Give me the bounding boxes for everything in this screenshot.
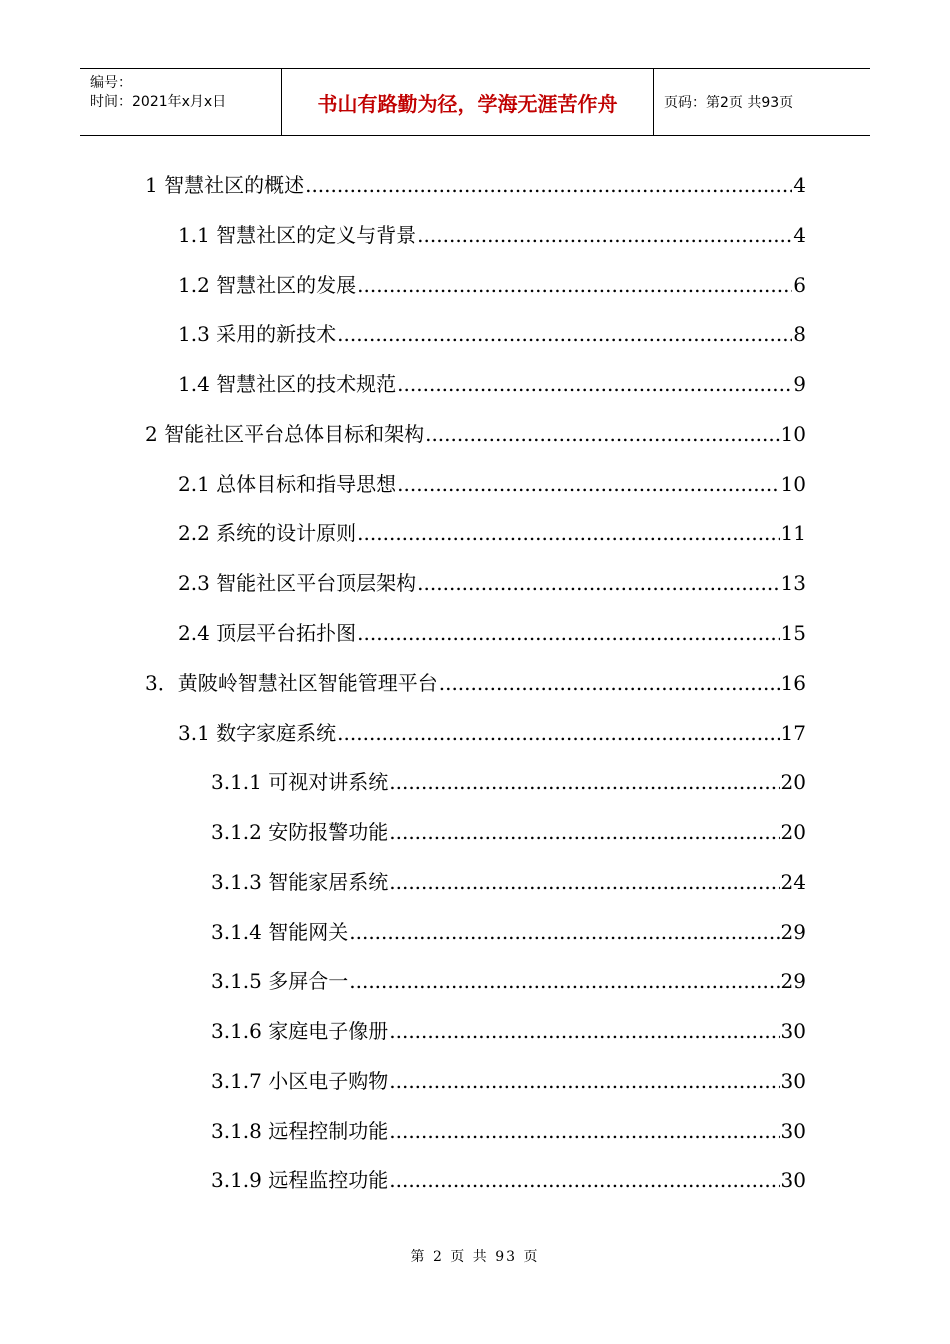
toc-entry[interactable] — [211, 768, 806, 796]
toc-entry-page: 10 — [780, 472, 806, 496]
toc-entry-label: 3.1.7 小区电子购物 — [211, 1069, 389, 1093]
toc-entry[interactable] — [178, 370, 806, 398]
toc-entry-page: 30 — [780, 1168, 806, 1192]
toc-leader-dots — [389, 818, 779, 846]
toc-entry-label: 3.1.8 远程控制功能 — [211, 1119, 389, 1143]
toc-leader-dots — [389, 1067, 779, 1095]
toc-leader-dots — [389, 1166, 779, 1194]
toc-entry[interactable] — [211, 818, 806, 846]
toc-leader-dots — [357, 519, 779, 547]
toc-entry-page: 20 — [780, 820, 806, 844]
toc-entry[interactable] — [145, 171, 806, 199]
toc-entry-page: 15 — [780, 621, 806, 645]
toc-entry[interactable] — [178, 221, 806, 249]
toc-leader-dots — [397, 470, 779, 498]
toc-entry-page: 8 — [793, 322, 806, 346]
toc-entry-label: 1 智慧社区的概述 — [145, 173, 305, 197]
toc-entry-label: 2.4 顶层平台拓扑图 — [178, 621, 357, 645]
header-page-info: 页码：第2页 共93页 — [664, 95, 794, 111]
toc-entry-label: 2 智能社区平台总体目标和架构 — [145, 422, 425, 446]
toc-leader-dots — [417, 221, 792, 249]
toc-entry[interactable] — [178, 619, 806, 647]
toc-leader-dots — [337, 320, 792, 348]
toc-leader-dots — [349, 918, 779, 946]
toc-leader-dots — [397, 370, 792, 398]
toc-entry-label: 1.2 智慧社区的发展 — [178, 273, 357, 297]
toc-entry[interactable] — [211, 918, 806, 946]
toc-entry[interactable] — [178, 271, 806, 299]
toc-entry-label: 2.3 智能社区平台顶层架构 — [178, 571, 417, 595]
toc-leader-dots — [389, 1017, 779, 1045]
toc-entry-page: 30 — [780, 1069, 806, 1093]
toc-entry-page: 10 — [780, 422, 806, 446]
toc-entry-label: 3．黄陂岭智慧社区智能管理平台 — [145, 671, 438, 695]
toc-entry[interactable] — [211, 868, 806, 896]
toc-entry-label: 2.2 系统的设计原则 — [178, 521, 357, 545]
toc-entry-label: 1.3 采用的新技术 — [178, 322, 337, 346]
toc-entry-label: 3.1.6 家庭电子像册 — [211, 1019, 389, 1043]
toc-leader-dots — [389, 768, 779, 796]
toc-entry-page: 4 — [793, 223, 806, 247]
toc-entry-page: 29 — [780, 920, 806, 944]
toc-entry-page: 24 — [780, 870, 806, 894]
toc-entry-label: 2.1 总体目标和指导思想 — [178, 472, 397, 496]
toc-entry-page: 17 — [780, 721, 806, 745]
toc-entry-page: 29 — [780, 969, 806, 993]
toc-entry-label: 3.1 数字家庭系统 — [178, 721, 337, 745]
toc-entry[interactable] — [178, 470, 806, 498]
toc-leader-dots — [389, 868, 779, 896]
toc-entry[interactable] — [211, 1117, 806, 1145]
toc-entry-label: 3.1.3 智能家居系统 — [211, 870, 389, 894]
page-footer: 第 2 页 共 93 页 — [410, 1249, 540, 1265]
toc-entry[interactable] — [211, 967, 806, 995]
toc-leader-dots — [357, 271, 792, 299]
toc-entry-page: 16 — [780, 671, 806, 695]
toc-entry[interactable] — [178, 719, 806, 747]
toc-entry[interactable] — [178, 569, 806, 597]
toc-entry-label: 3.1.5 多屏合一 — [211, 969, 349, 993]
toc-leader-dots — [349, 967, 779, 995]
toc-entry-label: 1.1 智慧社区的定义与背景 — [178, 223, 417, 247]
toc-leader-dots — [357, 619, 779, 647]
toc-entry-label: 3.1.9 远程监控功能 — [211, 1168, 389, 1192]
toc-entry-label: 3.1.2 安防报警功能 — [211, 820, 389, 844]
toc-leader-dots — [337, 719, 779, 747]
toc-entry[interactable] — [145, 420, 806, 448]
toc-entry-page: 30 — [780, 1019, 806, 1043]
header-number-label: 编号： — [90, 75, 132, 91]
toc-entry[interactable] — [178, 320, 806, 348]
header-meta — [80, 69, 282, 135]
toc-entry-page: 9 — [793, 372, 806, 396]
toc-entry-page: 13 — [780, 571, 806, 595]
page-header — [80, 68, 870, 136]
toc-entry-page: 20 — [780, 770, 806, 794]
toc-entry-page: 30 — [780, 1119, 806, 1143]
toc-entry[interactable] — [145, 669, 806, 697]
toc-entry-page: 11 — [780, 521, 806, 545]
toc-leader-dots — [305, 171, 792, 199]
toc-entry-page: 4 — [793, 173, 806, 197]
header-time-label: 时间：2021年x月x日 — [90, 94, 227, 110]
toc-leader-dots — [389, 1117, 779, 1145]
toc-entry[interactable] — [211, 1017, 806, 1045]
toc-entry-page: 6 — [793, 273, 806, 297]
toc-leader-dots — [425, 420, 779, 448]
toc-entry[interactable] — [178, 519, 806, 547]
toc-entry[interactable] — [211, 1166, 806, 1194]
header-motto: 书山有路勤为径，学海无涯苦作舟 — [282, 69, 654, 135]
toc-entry-label: 3.1.4 智能网关 — [211, 920, 349, 944]
toc-entry-label: 3.1.1 可视对讲系统 — [211, 770, 389, 794]
toc-leader-dots — [417, 569, 779, 597]
toc-leader-dots — [439, 669, 780, 697]
toc-entry[interactable] — [211, 1067, 806, 1095]
toc-entry-label: 1.4 智慧社区的技术规范 — [178, 372, 397, 396]
